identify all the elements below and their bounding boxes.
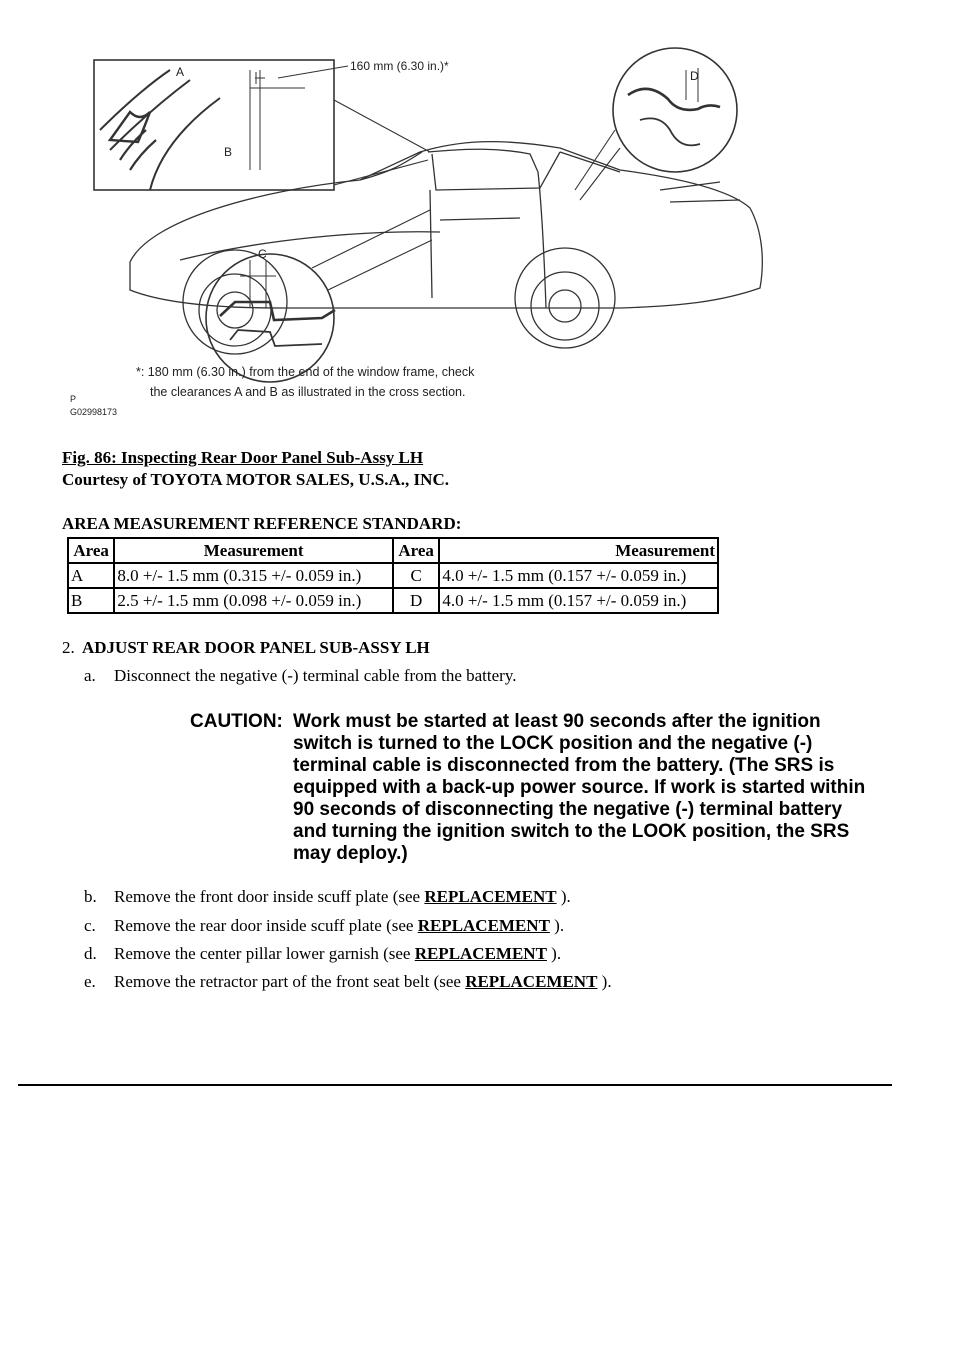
item-letter: b. [84, 887, 97, 906]
rear-wheel-arch [515, 248, 615, 348]
item-suffix: ). [556, 887, 571, 906]
courtesy-line: Courtesy of TOYOTA MOTOR SALES, U.S.A., INC. [62, 470, 449, 489]
label-a: A [176, 65, 185, 79]
cell-measurement: 8.0 +/- 1.5 mm (0.315 +/- 0.059 in.) [114, 563, 393, 588]
page-divider [18, 1084, 892, 1086]
cell-measurement: 4.0 +/- 1.5 mm (0.157 +/- 0.059 in.) [439, 588, 718, 613]
list-item [84, 887, 571, 907]
item-text: Remove the retractor part of the front seat belt (see [114, 972, 466, 991]
caution-label: CAUTION: [190, 711, 283, 732]
figure-note-line-2: the clearances A and B as illustrated in the cross section. [150, 385, 466, 399]
item-letter: c. [84, 916, 96, 935]
cell-area: C [393, 563, 439, 588]
header-area: Area [68, 538, 114, 563]
detail-box-ab [94, 60, 334, 190]
table-header-row [68, 538, 718, 563]
item-letter: e. [84, 972, 96, 991]
item-text: Disconnect the negative (-) terminal cable from the battery. [114, 666, 517, 685]
replacement-link[interactable]: REPLACEMENT [424, 887, 557, 906]
label-c: C [258, 247, 267, 261]
figure-corner-mark: P [70, 394, 77, 404]
rear-door-outline [428, 149, 546, 308]
cell-measurement: 4.0 +/- 1.5 mm (0.157 +/- 0.059 in.) [439, 563, 718, 588]
cell-area: A [68, 563, 114, 588]
rear-door-inspection-figure [60, 40, 880, 432]
figure-code: G02998173 [70, 407, 118, 417]
header-area: Area [393, 538, 439, 563]
car-body-outline [130, 142, 762, 308]
table-heading: AREA MEASUREMENT REFERENCE STANDARD: [62, 514, 462, 533]
item-letter: a. [84, 666, 96, 685]
list-item [84, 972, 612, 992]
item-letter: d. [84, 944, 97, 963]
item-text: Remove the rear door inside scuff plate (see [114, 916, 418, 935]
label-b: B [224, 145, 233, 159]
item-text: Remove the center pillar lower garnish (see [114, 944, 415, 963]
step-title: ADJUST REAR DOOR PANEL SUB-ASSY LH [82, 638, 430, 657]
rear-wheel [531, 272, 599, 340]
front-wheel [199, 274, 271, 346]
list-item [84, 916, 564, 936]
header-measurement: Measurement [114, 538, 393, 563]
step-number: 2. [62, 638, 75, 657]
table-row [68, 588, 718, 613]
replacement-link[interactable]: REPLACEMENT [414, 944, 547, 963]
figure-note-line-1: *: 180 mm (6.30 in.) from the end of the window frame, check [136, 365, 475, 379]
replacement-link[interactable]: REPLACEMENT [417, 916, 550, 935]
detail-circle-d [613, 48, 737, 172]
measurement-table [67, 537, 719, 614]
figure-caption: Fig. 86: Inspecting Rear Door Panel Sub-Assy LH [62, 448, 424, 467]
caution-note [190, 711, 870, 865]
cell-area: B [68, 588, 114, 613]
cell-area: D [393, 588, 439, 613]
caution-text: Work must be started at least 90 seconds after the ignition switch is turned to the LOCK position and the negative (-) terminal cable is disconnected from the battery. (The SRS is equipped with a back-up power source. If work is started within 90 seconds of disconnecting the negative (-) terminal battery and turning the ignition switch to the LOOK position, the SRS may deploy.) [293, 711, 866, 864]
list-item [84, 944, 561, 964]
list-item [84, 666, 516, 686]
item-text: Remove the front door inside scuff plate (see [114, 887, 425, 906]
header-measurement: Measurement [439, 538, 718, 563]
item-suffix: ). [597, 972, 612, 991]
cell-measurement: 2.5 +/- 1.5 mm (0.098 +/- 0.059 in.) [114, 588, 393, 613]
item-suffix: ). [546, 944, 562, 963]
label-d: D [690, 69, 699, 83]
replacement-link[interactable]: REPLACEMENT [465, 972, 598, 991]
dimension-label: 160 mm (6.30 in.)* [350, 59, 449, 73]
item-suffix: ). [549, 916, 565, 935]
table-row [68, 563, 718, 588]
